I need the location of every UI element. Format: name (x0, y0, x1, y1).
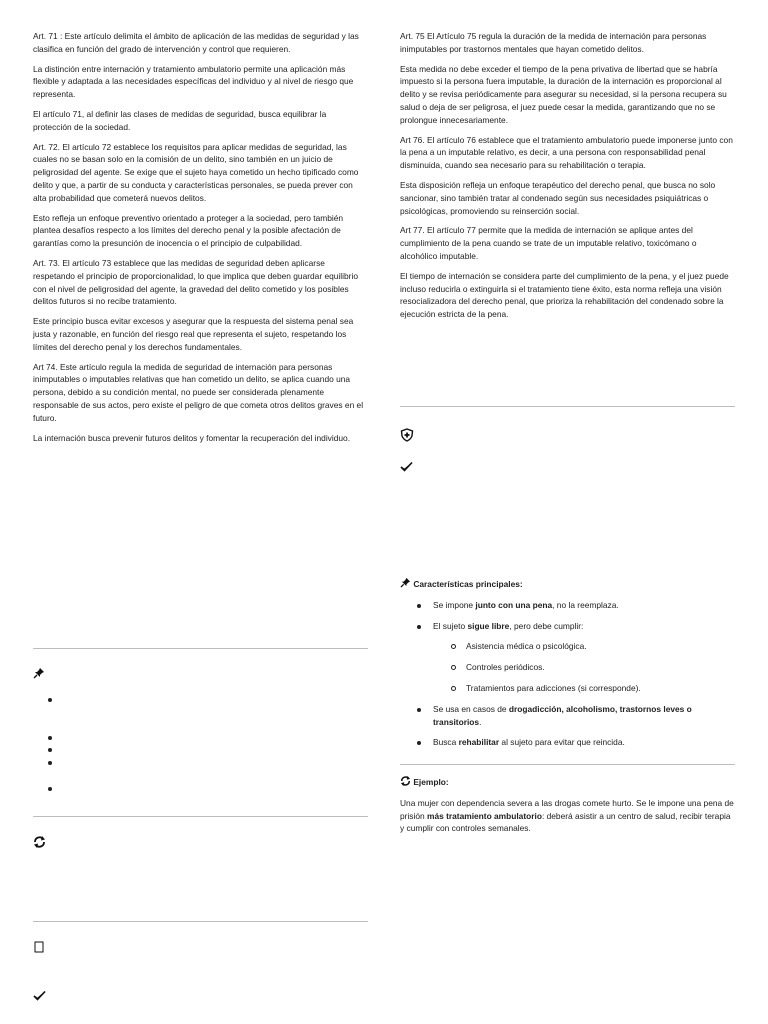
list-item: El sujeto sigue libre, pero debe cumplir: (400, 620, 736, 633)
list-item: Busca rehabilitar al sujeto para evitar que reincida. (400, 736, 736, 749)
paragraph: La internación busca prevenir futuros delitos y fomentar la recuperación del individuo. (33, 432, 351, 443)
list-item: Se impone junto con una pena, no la reemplaza. (400, 599, 736, 612)
divider (33, 648, 368, 649)
divider (400, 764, 735, 765)
paragraph-art-72: Art. 72. El artículo 72 establece los requisitos para aplicar medidas de seguridad, las cuales no se basan solo en la comisión de un delito, sino también en un juicio de peligrosidad del agente. Se exige que el sujeto haya cometido un hecho tipificado como delito y que, a partir de su conducta y características personales, se pueda prever con alta probabilidad que cometerá nuevos delitos. (33, 141, 359, 203)
check-icon (33, 990, 46, 1003)
paragraph: Esta medida no debe exceder el tiempo de la pena privativa de libertad que se habría impuesto si la persona fuera imputable, la duración de la internación es proporcional al delito y se revisa periódicamente para asegurar su necesidad, si la persona recupera su salud o deja de ser peligrosa, el juez puede cesar la medida, garantizando que no se prolongue innecesariamente. (400, 63, 727, 125)
sub-list-item: Tratamientos para adicciones (si corresponde). (400, 682, 736, 695)
characteristics-heading: Características principales: (400, 577, 736, 591)
example-heading: Ejemplo: (400, 776, 736, 789)
paragraph: La distinción entre internación y tratamiento ambulatorio permite una aplicación más flexible y adaptada a las necesidades específicas del individuo y al nivel de riesgo que representa. (33, 63, 354, 100)
divider (400, 406, 735, 407)
empty-box-icon (34, 941, 44, 955)
empty-bullet (48, 736, 52, 740)
characteristics-list (400, 599, 736, 749)
paragraph: El artículo 71, al definir las clases de medidas de seguridad, busca equilibrar la protección de la sociedad. (33, 108, 327, 132)
paragraph: Esta disposición refleja un enfoque terapéutico del derecho penal, que busca no solo sancionar, sino también tratar al condenado según sus necesidades psiquiátricas o psicológicas, promoviendo su reinserción social. (400, 179, 716, 216)
shield-cross-icon (400, 428, 414, 444)
empty-bullet (48, 787, 52, 791)
characteristics-section (400, 577, 736, 757)
empty-bullet (48, 761, 52, 765)
divider (33, 921, 368, 922)
check-icon (400, 461, 413, 474)
empty-bullet (48, 748, 52, 752)
paragraph-art-75: Art. 75 El Artículo 75 regula la duración de la medida de internación para personas inimputables por trastornos mentales que hayan cometido delitos. (400, 31, 707, 54)
paragraph-art-74: Art 74. Este artículo regula la medida de seguridad de internación para personas inimputables o imputables relativas que han cometido un delito, se aplica cuando una persona, debido a su condición mental, no puede ser considerada plenamente responsable de sus actos, pero existe el peligro de que cometa otros delitos graves en el futuro. (33, 361, 364, 423)
paragraph-art-71: Art. 71 : Este artículo delimita el ámbito de aplicación de las medidas de seguridad y las clasifica en función del grado de intervención y control que requieren. (33, 31, 359, 54)
paragraph: Esto refleja un enfoque preventivo orientado a proteger a la sociedad, pero también plantea desafíos respecto a los límites del derecho penal y la posible afectación de garantías como la presunción de inocencia o el principio de culpabilidad. (33, 212, 344, 249)
empty-bullet (48, 698, 52, 702)
example-section (400, 776, 736, 835)
sub-list-item: Asistencia médica o psicológica. (400, 640, 736, 653)
pin-icon (400, 577, 411, 588)
pin-icon (33, 667, 45, 681)
cycle-icon (33, 836, 46, 850)
paragraph: El tiempo de internación se considera parte del cumplimiento de la pena, y el juez puede incluso reducirla o extinguirla si el tratamiento tiene éxito, esta norma refleja una visión resocializadora del derecho penal, que prioriza la rehabilitación del condenado sobre la ejecución estricta de la pena. (400, 270, 729, 320)
paragraph-art-76: Art 76. El artículo 76 establece que el tratamiento ambulatorio puede imponerse junto con la pena a un imputable relativo, es decir, a una persona con responsabilidad penal disminuida, cuando sea necesario para su rehabilitación o terapia. (400, 134, 733, 171)
right-column (400, 30, 736, 328)
paragraph-art-73: Art. 73. El artículo 73 establece que las medidas de seguridad deben aplicarse respetando el principio de proporcionalidad, lo que implica que deben guardar equilibrio con el nivel de peligrosidad del agente, la gravedad del delito cometido y los posibles delitos futuros si no recibe tratamiento. (33, 257, 358, 307)
paragraph-art-77: Art 77. El artículo 77 permite que la medida de internación se aplique antes del cumplimiento de la pena cuando se trate de un imputable relativo, toxicómano o alcohólico imputable. (400, 225, 697, 261)
paragraph: Este principio busca evitar excesos y asegurar que la respuesta del sistema penal sea justa y razonable, en función del riesgo real que representa el sujeto, respetando los límites del derecho penal y los derechos fundamentales. (33, 316, 354, 352)
divider (33, 816, 368, 817)
list-item: Se usa en casos de drogadicción, alcoholismo, trastornos leves o transitorios. (400, 703, 736, 729)
sub-list-item: Controles periódicos. (400, 661, 736, 674)
left-column (33, 30, 367, 451)
cycle-icon (400, 776, 411, 786)
example-text: Una mujer con dependencia severa a las drogas comete hurto. Se le impone una pena de prisión más tratamiento ambulatorio: deberá asistir a un centro de salud, recibir terapia y cumplir con controles semanales. (400, 797, 734, 834)
